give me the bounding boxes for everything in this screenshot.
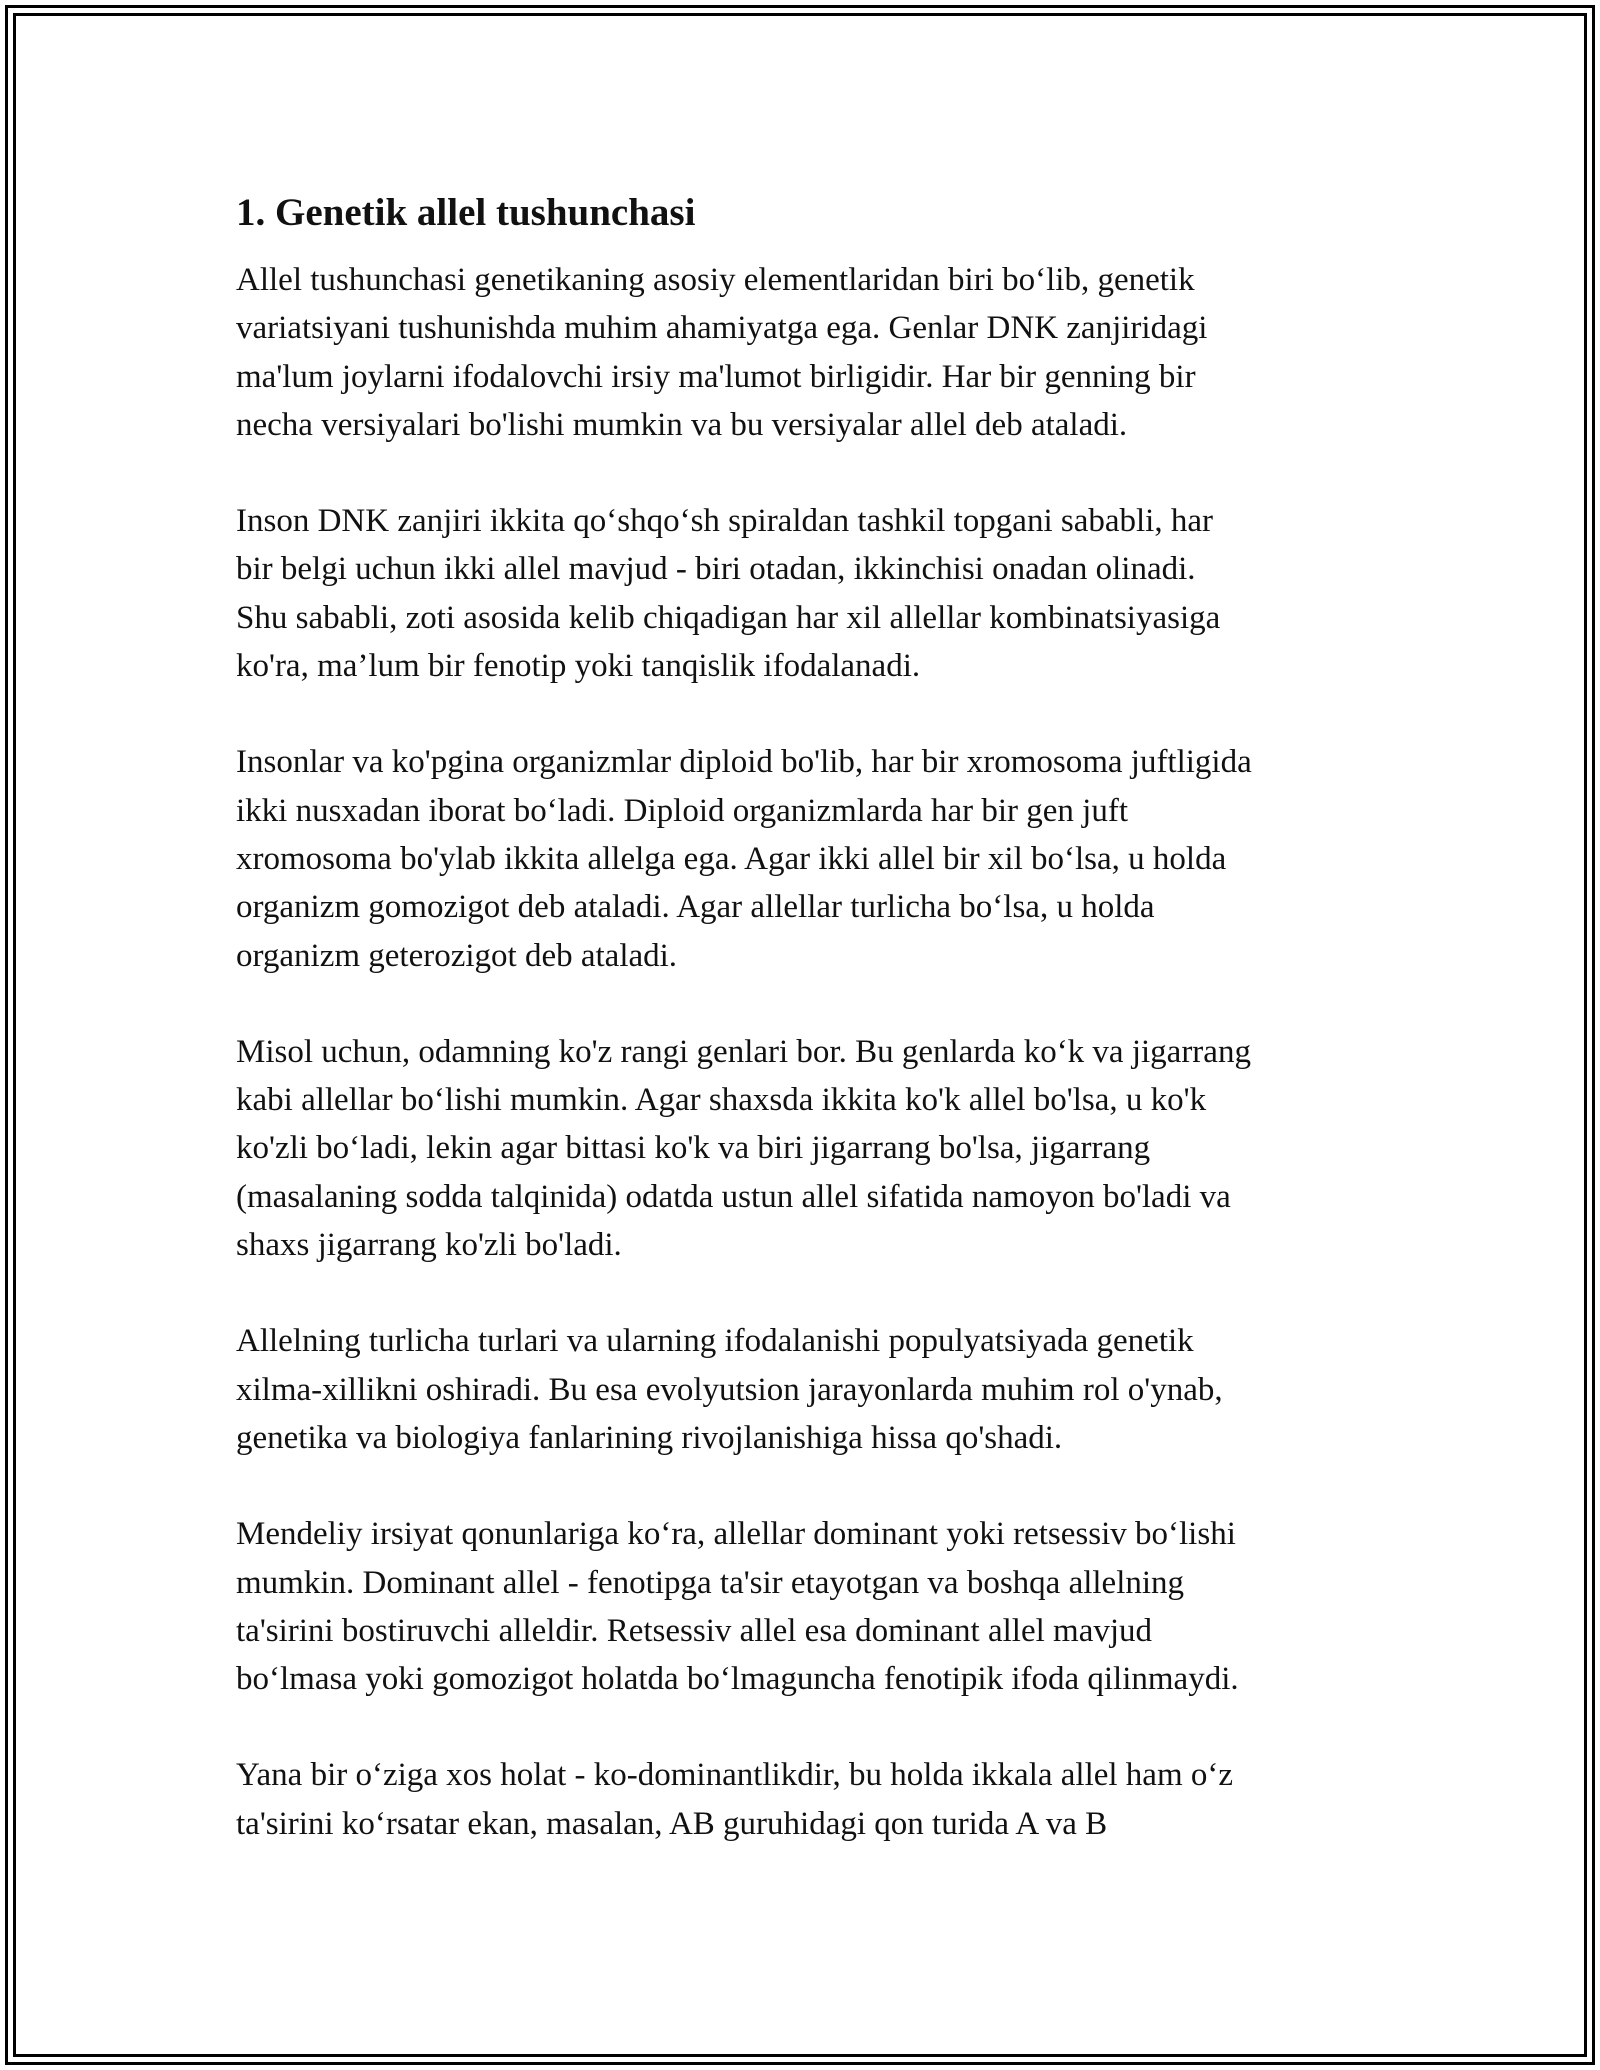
paragraph-5: Allelning turlicha turlari va ularning ifodalanishi populyatsiyada genetik xilma-xillikni oshiradi. Bu esa evolyutsion jarayonlarda muhim rol o'ynab, genetika va biologiya fanlarining rivojlanishiga hissa qo'shadi. bbox=[236, 1323, 1223, 1456]
paragraph-1: Allel tushunchasi genetikaning asosiy elementlaridan biri bo‘lib, genetik variatsiyani tushunishda muhim ahamiyatga ega. Genlar DNK zanjiridagi ma'lum joylarni ifodalovchi irsiy ma'lumot birligidir. Har bir genning bir necha versiyalari bo'lishi mumkin va bu versiyalar allel deb ataladi. bbox=[236, 262, 1208, 443]
paragraph-4: Misol uchun, odamning ko'z rangi genlari bor. Bu genlarda ko‘k va jigarrang kabi allellar bo‘lishi mumkin. Agar shaxsda ikkita ko'k allel bo'lsa, u ko'k ko'zli bo‘ladi, lekin agar bittasi ko'k va biri jigarrang bo'lsa, jigarrang (masalaning sodda talqinida) odatda ustun allel sifatida namoyon bo'ladi va shaxs jigarrang ko'zli bo'ladi. bbox=[236, 1033, 1251, 1264]
paragraph-7: Yana bir o‘ziga xos holat - ko-dominantlikdir, bu holda ikkala allel ham o‘z ta'sirini ko‘rsatar ekan, masalan, AB guruhidagi qon turida A va B bbox=[236, 1757, 1234, 1842]
paragraph-2: Inson DNK zanjiri ikkita qo‘shqo‘sh spiraldan tashkil topgani sababli, har bir belgi uchun ikki allel mavjud - biri otadan, ikkinchisi onadan olinadi. Shu sababli, zoti asosida kelib chiqadigan har xil allellar kombinatsiyasiga ko'ra, ma’lum bir fenotip yoki tanqislik ifodalanadi. bbox=[236, 503, 1221, 685]
paragraph-3: Insonlar va ko'pgina organizmlar diploid bo'lib, har bir xromosoma juftligida ikki nusxadan iborat bo‘ladi. Diploid organizmlarda har bir gen juft xromosoma bo'ylab ikkita allelga ega. Agar ikki allel bir xil bo‘lsa, u holda organizm gomozigot deb ataladi. Agar allellar turlicha bo‘lsa, u holda organizm geterozigot deb ataladi. bbox=[236, 744, 1252, 974]
document-body bbox=[236, 186, 1396, 1896]
paragraph-6: Mendeliy irsiyat qonunlariga ko‘ra, allellar dominant yoki retsessiv bo‘lishi mumkin. Dominant allel - fenotipga ta'sir etayotgan va boshqa allelning ta'sirini bostiruvchi alleldir. Retsessiv allel esa dominant allel mavjud bo‘lmasa yoki gomozigot holatda bo‘lmaguncha fenotipik ifoda qilinmaydi. bbox=[236, 1516, 1239, 1698]
section-heading: 1. Genetik allel tushunchasi bbox=[236, 191, 696, 234]
